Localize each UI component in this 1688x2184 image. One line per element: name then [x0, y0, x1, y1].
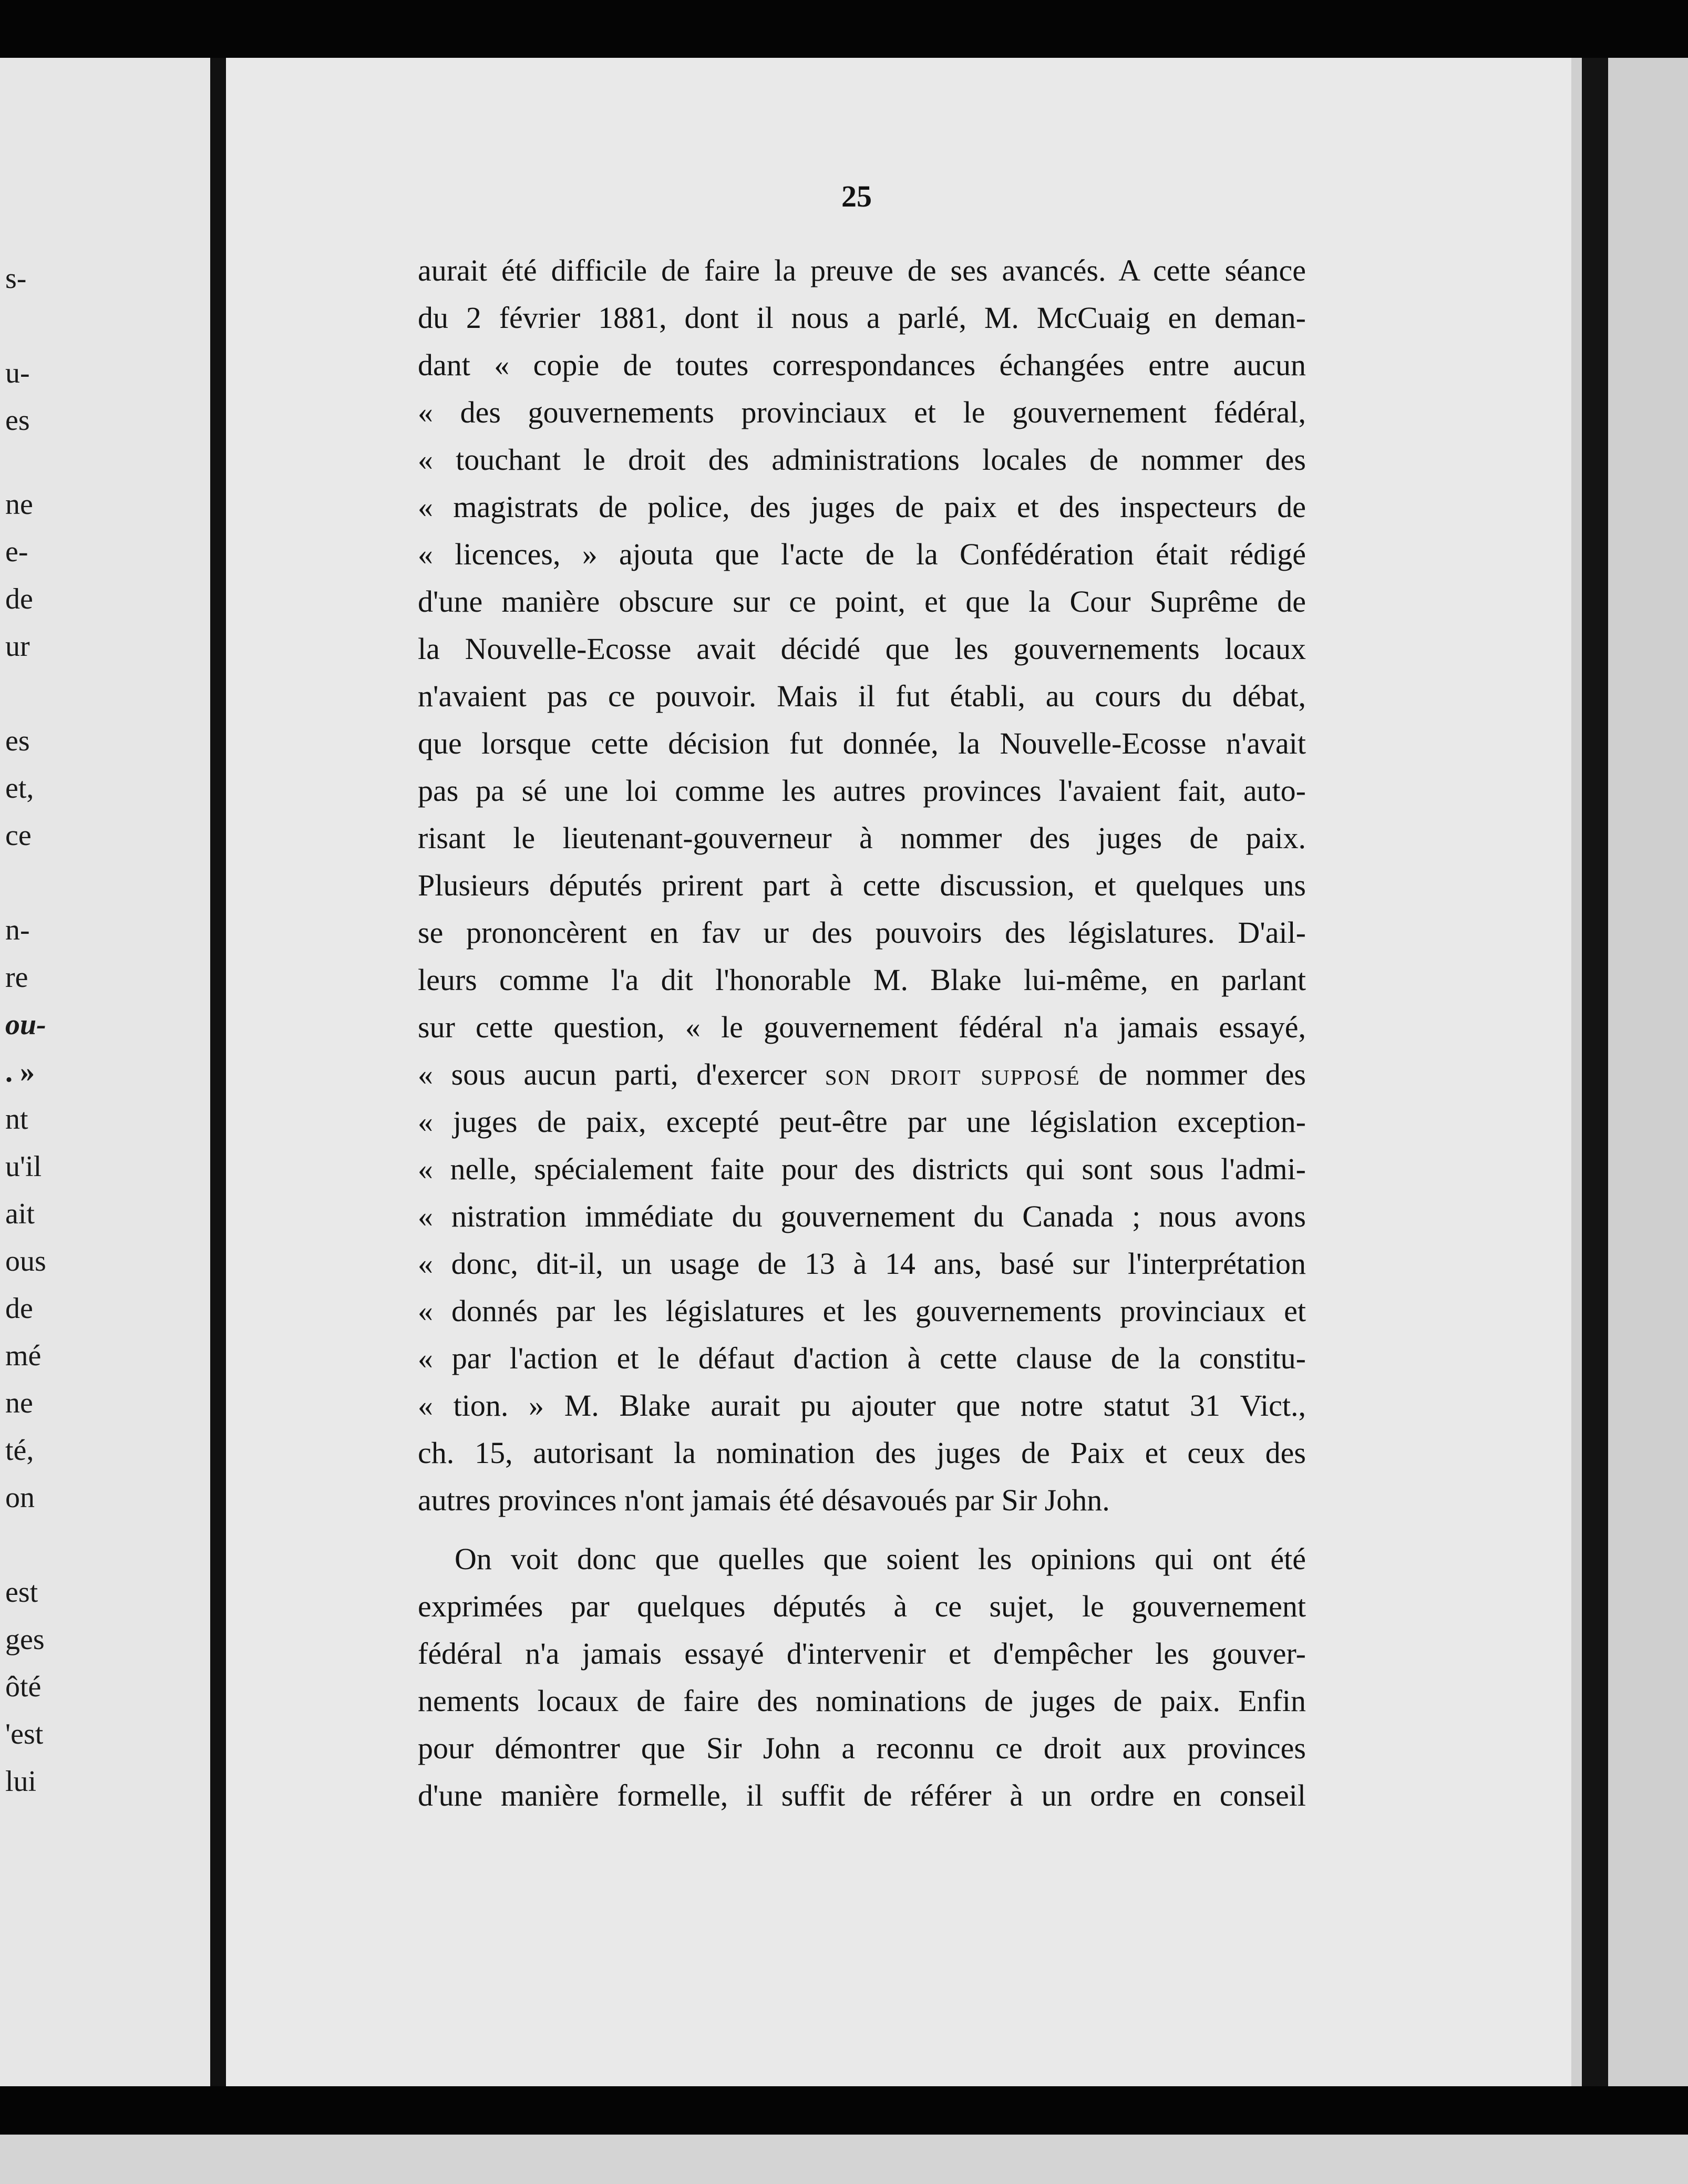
scan-border-right: [1608, 58, 1688, 2086]
left-fragment: ôté: [5, 1671, 42, 1703]
text-line: dant « copie de toutes correspondances échangées entre aucun: [418, 348, 1306, 382]
text-line: pas pa sé une loi comme les autres provinces l'avaient fait, auto-: [418, 774, 1306, 808]
text-line: leurs comme l'a dit l'honorable M. Blake lui-même, en parlant: [418, 963, 1306, 997]
left-fragment: ou-: [5, 1008, 46, 1041]
text-line: que lorsque cette décision fut donnée, la Nouvelle-Ecosse n'avait: [418, 726, 1306, 760]
text-line: « juges de paix, excepté peut-être par une législation exception-: [418, 1105, 1306, 1139]
left-fragment: nt: [5, 1103, 28, 1136]
text-line: sur cette question, « le gouvernement fédéral n'a jamais essayé,: [418, 1010, 1306, 1044]
text-line: du 2 février 1881, dont il nous a parlé, M. McCuaig en deman-: [418, 301, 1306, 335]
text-line: se prononcèrent en fav ur des pouvoirs des législatures. D'ail-: [418, 915, 1306, 950]
left-fragment: es: [5, 404, 30, 437]
text-line: « tion. » M. Blake aurait pu ajouter que notre statut 31 Vict.,: [418, 1388, 1306, 1423]
text-line: d'une manière formelle, il suffit de référer à un ordre en conseil: [418, 1778, 1306, 1812]
left-fragment: lui: [5, 1765, 37, 1798]
left-fragment: ur: [5, 630, 30, 663]
left-fragment: té,: [5, 1434, 34, 1467]
body-text: [418, 247, 1306, 1819]
text-line: On voit donc que quelles que soient les opinions qui ont été: [455, 1542, 1306, 1576]
left-fragment: est: [5, 1576, 38, 1609]
left-fragment: ous: [5, 1245, 46, 1278]
text-line: exprimées par quelques députés à ce sujet, le gouvernement: [418, 1589, 1306, 1623]
page-number: 25: [841, 179, 872, 213]
book-gutter: [210, 58, 226, 2086]
text-line: risant le lieutenant-gouverneur à nommer des juges de paix.: [418, 821, 1306, 855]
left-fragment: ce: [5, 819, 32, 852]
scan-border-bottom: [0, 2135, 1688, 2184]
text-line: Plusieurs députés prirent part à cette discussion, et quelques uns: [418, 868, 1306, 902]
scan-dark-band-right: [1582, 58, 1608, 2086]
text-line: d'une manière obscure sur ce point, et que la Cour Suprême de: [418, 584, 1306, 619]
left-fragment: s-: [5, 262, 27, 295]
text-line: n'avaient pas ce pouvoir. Mais il fut établi, au cours du débat,: [418, 679, 1306, 713]
page-edge: [1571, 58, 1582, 2086]
text-line: la Nouvelle-Ecosse avait décidé que les gouvernements locaux: [418, 632, 1306, 666]
smallcaps-phrase: son droit supposé: [825, 1057, 1080, 1091]
left-fragment: de: [5, 1292, 33, 1325]
text-line: « donc, dit-il, un usage de 13 à 14 ans, basé sur l'interprétation: [418, 1246, 1306, 1281]
left-fragment: re: [5, 961, 28, 994]
left-fragment: 'est: [5, 1718, 44, 1750]
left-fragment: ne: [5, 1387, 33, 1419]
left-fragment: . »: [5, 1056, 35, 1088]
left-fragment: n-: [5, 914, 30, 946]
text-line: aurait été difficile de faire la preuve de ses avancés. A cette séance: [418, 253, 1306, 287]
left-fragment: on: [5, 1481, 35, 1514]
scan-dark-band-top: [0, 0, 1688, 58]
left-fragment: ges: [5, 1623, 45, 1656]
text-line: « touchant le droit des administrations locales de nommer des: [418, 442, 1306, 477]
text-line: nements locaux de faire des nominations de juges de paix. Enfin: [418, 1684, 1306, 1718]
left-fragment: es: [5, 725, 30, 757]
left-fragment: ne: [5, 488, 33, 521]
text-line: autres provinces n'ont jamais été désavoués par Sir John.: [418, 1483, 1110, 1517]
left-fragment: et,: [5, 772, 34, 805]
text-line: « magistrats de police, des juges de paix et des inspecteurs de: [418, 490, 1306, 524]
text-line-smallcaps: [418, 1051, 1306, 1098]
left-fragment: e-: [5, 535, 28, 568]
text-line: fédéral n'a jamais essayé d'intervenir et d'empêcher les gouver-: [418, 1636, 1306, 1671]
left-fragment: u'il: [5, 1150, 42, 1183]
text-line: ch. 15, autorisant la nomination des juges de Paix et ceux des: [418, 1436, 1306, 1470]
text-line: « licences, » ajouta que l'acte de la Confédération était rédigé: [418, 537, 1306, 571]
facing-page-fragment: [0, 58, 210, 2086]
left-fragment: de: [5, 583, 33, 615]
left-fragment: mé: [5, 1340, 42, 1372]
scan-dark-band-bottom: [0, 2086, 1688, 2134]
text-line: pour démontrer que Sir John a reconnu ce droit aux provinces: [418, 1731, 1306, 1765]
text-line: « par l'action et le défaut d'action à cette clause de la constitu-: [418, 1341, 1306, 1375]
line-segment: « sous aucun parti, d'exercer: [418, 1057, 825, 1091]
left-fragment: u-: [5, 357, 30, 389]
text-line: « nistration immédiate du gouvernement du Canada ; nous avons: [418, 1199, 1306, 1233]
text-line: « nelle, spécialement faite pour des districts qui sont sous l'admi-: [418, 1152, 1306, 1186]
text-line: « des gouvernements provinciaux et le gouvernement fédéral,: [418, 395, 1306, 429]
text-line: « donnés par les législatures et les gouvernements provinciaux et: [418, 1294, 1306, 1328]
left-fragment: ait: [5, 1198, 35, 1230]
line-segment: de nommer des: [1080, 1057, 1306, 1091]
